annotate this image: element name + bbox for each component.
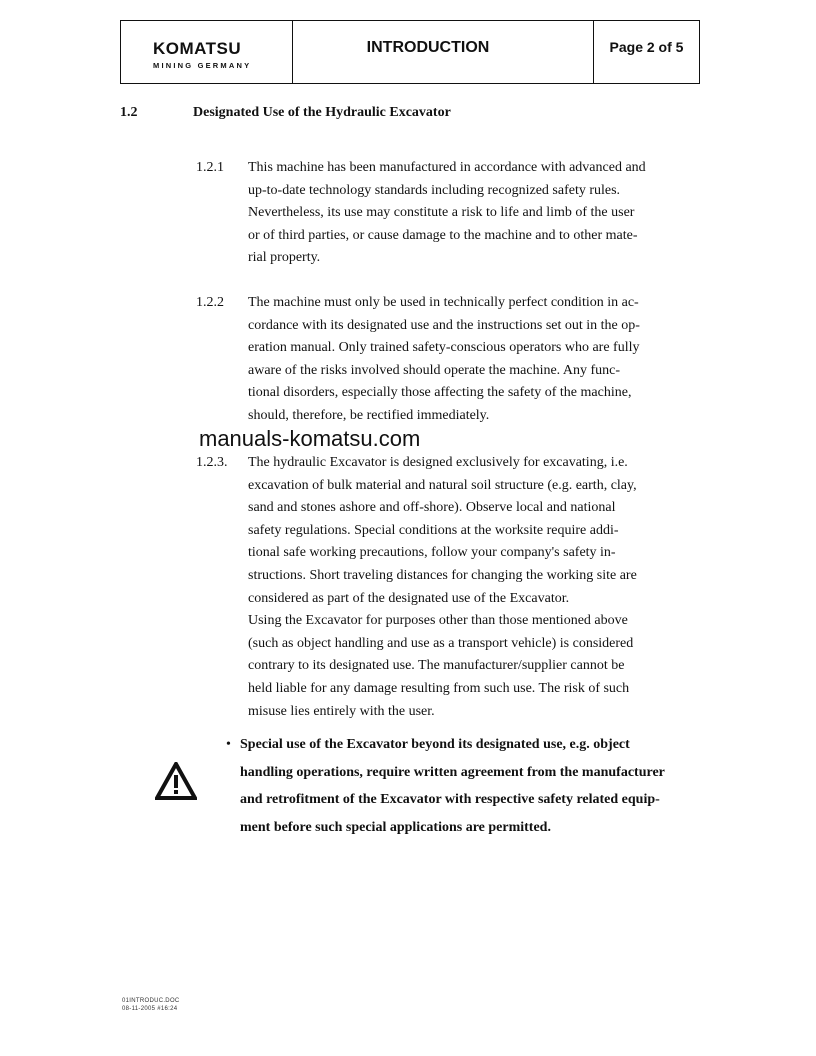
section-number: 1.2: [120, 105, 138, 120]
chapter-title: INTRODUCTION: [366, 39, 490, 56]
page-cell: [594, 21, 699, 83]
paragraph-line: rial property.: [248, 250, 321, 266]
paragraph-line: excavation of bulk material and natural soil structure (e.g. earth, clay,: [248, 477, 637, 493]
paragraph-line: eration manual. Only trained safety-conscious operators who are fully: [248, 340, 640, 356]
paragraph-line: up-to-date technology standards including recognized safety rules.: [248, 182, 621, 198]
paragraph-number: 1.2.3.: [196, 455, 228, 470]
komatsu-logo: KOMATSU: [153, 39, 242, 58]
page-header: [120, 20, 700, 84]
paragraph-line: or of third parties, or cause damage to the machine and to other mate-: [248, 227, 638, 243]
paragraph-line: held liable for any damage resulting from such use. The risk of such: [248, 681, 630, 696]
watermark: manuals-komatsu.com: [199, 426, 421, 451]
warning-line: and retrofitment of the Excavator with respective safety related equip-: [240, 792, 660, 807]
paragraph-line: structions. Short traveling distances for changing the working site are: [248, 568, 637, 583]
paragraph-line: cordance with its designated use and the instructions set out in the op-: [248, 317, 640, 333]
warning-triangle-icon: [155, 762, 197, 800]
bullet-icon: •: [226, 737, 231, 752]
footer-filename: 01INTRODUC.DOC: [122, 998, 180, 1004]
title-cell: [293, 21, 594, 83]
warning-line: Special use of the Excavator beyond its designated use, e.g. object: [240, 737, 630, 752]
paragraph-line: contrary to its designated use. The manufacturer/supplier cannot be: [248, 658, 625, 674]
warning-line: handling operations, require written agreement from the manufacturer: [240, 764, 665, 780]
logo-cell: [121, 21, 293, 83]
warning-line: ment before such special applications are permitted.: [240, 819, 551, 835]
footer-date: 08-11-2005 #16:24: [122, 1006, 178, 1012]
paragraph-line: Nevertheless, its use may constitute a risk to life and limb of the user: [248, 205, 635, 221]
paragraph-number: 1.2.1: [196, 160, 224, 175]
paragraph-number: 1.2.2: [196, 295, 224, 310]
page-number: Page 2 of 5: [609, 39, 684, 55]
paragraph-line: safety regulations. Special conditions at the worksite require addi-: [248, 522, 619, 538]
paragraph-line: Using the Excavator for purposes other than those mentioned above: [248, 613, 628, 629]
paragraph-line: aware of the risks involved should operate the machine. Any func-: [248, 362, 621, 378]
paragraph-line: should, therefore, be rectified immediately.: [248, 408, 490, 423]
paragraph-line: The hydraulic Excavator is designed exclusively for excavating, i.e.: [248, 455, 628, 470]
logo-subtitle: MINING GERMANY: [153, 61, 252, 70]
paragraph-line: tional safe working precautions, follow your company's safety in-: [248, 545, 616, 561]
paragraph-line: The machine must only be used in technically perfect condition in ac-: [248, 295, 639, 310]
paragraph-line: sand and stones ashore and off-shore). Observe local and national: [248, 500, 616, 516]
paragraph-line: considered as part of the designated use of the Excavator.: [248, 590, 570, 606]
section-title: Designated Use of the Hydraulic Excavator: [193, 105, 451, 120]
paragraph-line: This machine has been manufactured in accordance with advanced and: [248, 160, 646, 175]
paragraph-line: (such as object handling and use as a transport vehicle) is considered: [248, 635, 634, 651]
paragraph-line: misuse lies entirely with the user.: [248, 703, 435, 719]
paragraph-line: tional disorders, especially those affecting the safety of the machine,: [248, 385, 632, 401]
